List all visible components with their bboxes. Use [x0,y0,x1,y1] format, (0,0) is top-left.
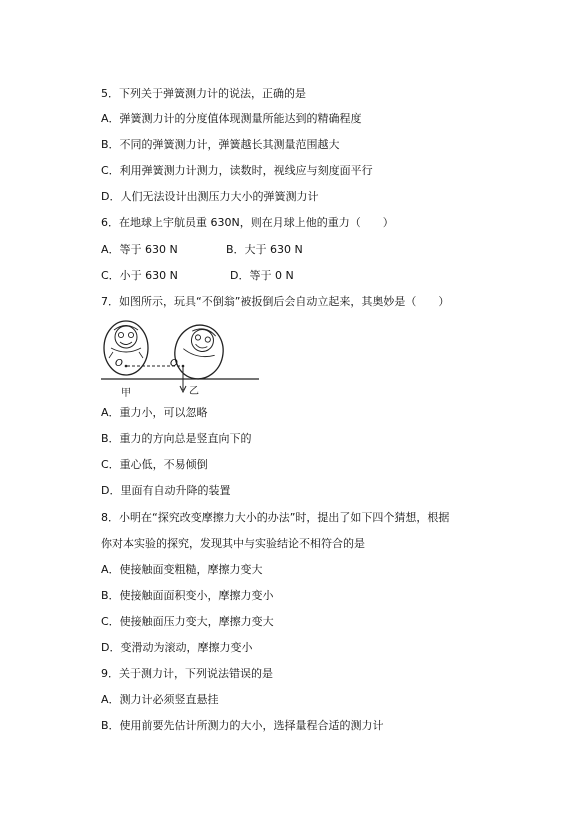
left-tumbler [104,321,148,375]
q6-option-b: B．大于 630 N [226,243,303,256]
q7-option-c: C．重心低，不易倾倒 [101,458,208,471]
q8-option-a: A．使接触面变粗糙，摩擦力变大 [101,563,263,576]
q8-option-d: D．变滑动为滚动，摩擦力变小 [101,641,253,654]
point-label-right: O [170,358,178,369]
q8-option-b: B．使接触面面积变小，摩擦力变小 [101,589,274,602]
q8-option-c: C．使接触面压力变大，摩擦力变大 [101,615,274,628]
q7-option-a: A．重力小，可以忽略 [101,406,208,419]
q5-option-c: C．利用弹簧测力计测力，读数时，视线应与刻度面平行 [101,164,373,177]
q8-stem-continued: 你对本实验的探究，发现其中与实验结论不相符合的是 [101,537,365,550]
q7-stem: 7．如图所示，玩具“不倒翁”被扳倒后会自动立起来，其奥妙是（ ） [101,295,450,308]
q8-stem: 8．小明在“探究改变摩擦力大小的办法”时，提出了如下四个猜想，根据 [101,511,450,524]
q6-stem: 6．在地球上宇航员重 630N，则在月球上他的重力（ ） [101,216,394,229]
figure-label-yi: 乙 [189,386,199,397]
q5-stem: 5．下列关于弹簧测力计的说法，正确的是 [101,87,306,100]
point-label-left: O [115,358,123,369]
q9-option-a: A．测力计必须竖直悬挂 [101,693,219,706]
q5-option-b: B．不同的弹簧测力计，弹簧越长其测量范围越大 [101,138,340,151]
tumbler-figure [99,318,264,400]
q6-option-d: D．等于 0 N [230,269,294,282]
q6-option-c: C．小于 630 N [101,269,178,282]
right-tumbler [170,321,228,384]
q7-option-b: B．重力的方向总是竖直向下的 [101,432,252,445]
q9-option-b: B．使用前要先估计所测力的大小，选择量程合适的测力计 [101,719,384,732]
q5-option-a: A．弹簧测力计的分度值体现测量所能达到的精确程度 [101,112,362,125]
q6-option-a: A．等于 630 N [101,243,178,256]
q9-stem: 9．关于测力计，下列说法错误的是 [101,667,273,680]
q5-option-d: D．人们无法设计出测压力大小的弹簧测力计 [101,190,319,203]
figure-label-jia: 甲 [121,388,131,399]
q7-option-d: D．里面有自动升降的装置 [101,484,231,497]
